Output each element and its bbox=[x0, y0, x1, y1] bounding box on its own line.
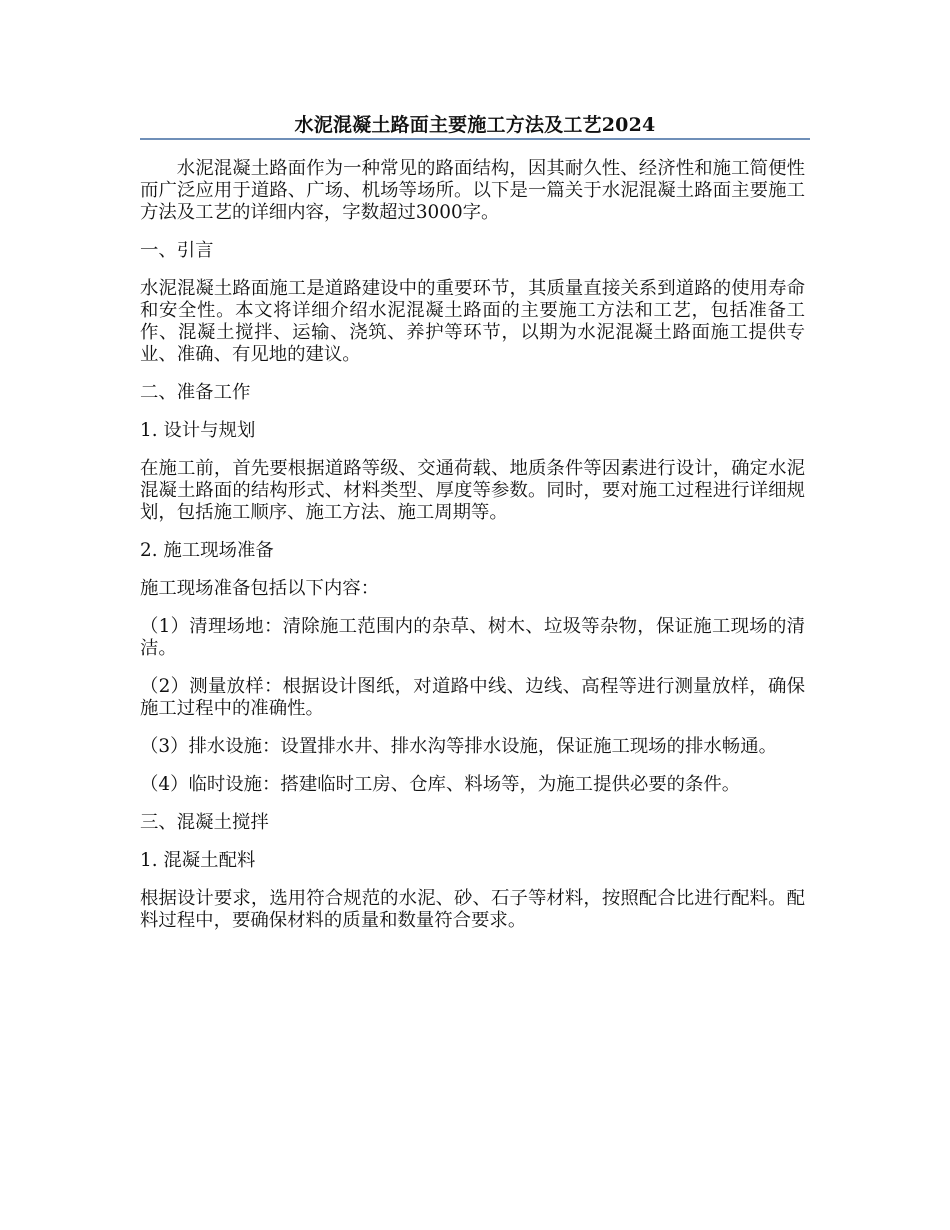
list-item-drainage: （3）排水设施：设置排水井、排水沟等排水设施，保证施工现场的排水畅通。 bbox=[140, 736, 777, 757]
design-planning-paragraph: 在施工前，首先要根据道路等级、交通荷载、地质条件等因素进行设计，确定水泥混凝土路面的结构形式、材料类型、厚度等参数。同时，要对施工过程进行详细规划，包括施工顺序、施工方法、施工周期等。 bbox=[140, 458, 805, 523]
subheading-batching: 1. 混凝土配料 bbox=[140, 850, 256, 871]
list-item-survey-layout: （2）测量放样：根据设计图纸，对道路中线、边线、高程等进行测量放样，确保施工过程中的准确性。 bbox=[140, 676, 805, 719]
batching-paragraph: 根据设计要求，选用符合规范的水泥、砂、石子等材料，按照配合比进行配料。配料过程中，要确保材料的质量和数量符合要求。 bbox=[140, 888, 805, 931]
site-preparation-intro: 施工现场准备包括以下内容： bbox=[140, 578, 380, 599]
list-item-temporary-facilities: （4）临时设施：搭建临时工房、仓库、料场等，为施工提供必要的条件。 bbox=[140, 774, 741, 795]
title-divider bbox=[140, 138, 810, 140]
section-heading-preparation: 二、准备工作 bbox=[140, 382, 251, 403]
introduction-paragraph: 水泥混凝土路面施工是道路建设中的重要环节，其质量直接关系到道路的使用寿命和安全性。本文将详细介绍水泥混凝土路面的主要施工方法和工艺，包括准备工作、混凝土搅拌、运输、浇筑、养护等环节，以期为水泥混凝土路面施工提供专业、准确、有见地的建议。 bbox=[140, 278, 805, 365]
document-title: 水泥混凝土路面主要施工方法及工艺2024 bbox=[294, 114, 656, 136]
list-item-clear-site: （1）清理场地：清除施工范围内的杂草、树木、垃圾等杂物，保证施工现场的清洁。 bbox=[140, 616, 805, 659]
section-heading-mixing: 三、混凝土搅拌 bbox=[140, 812, 269, 833]
section-heading-introduction: 一、引言 bbox=[140, 240, 214, 261]
document-body bbox=[140, 158, 805, 948]
subheading-design-planning: 1. 设计与规划 bbox=[140, 420, 256, 441]
intro-paragraph: 水泥混凝土路面作为一种常见的路面结构，因其耐久性、经济性和施工简便性而广泛应用于道路、广场、机场等场所。以下是一篇关于水泥混凝土路面主要施工方法及工艺的详细内容，字数超过3000字。 bbox=[140, 158, 805, 223]
subheading-site-preparation: 2. 施工现场准备 bbox=[140, 540, 274, 561]
